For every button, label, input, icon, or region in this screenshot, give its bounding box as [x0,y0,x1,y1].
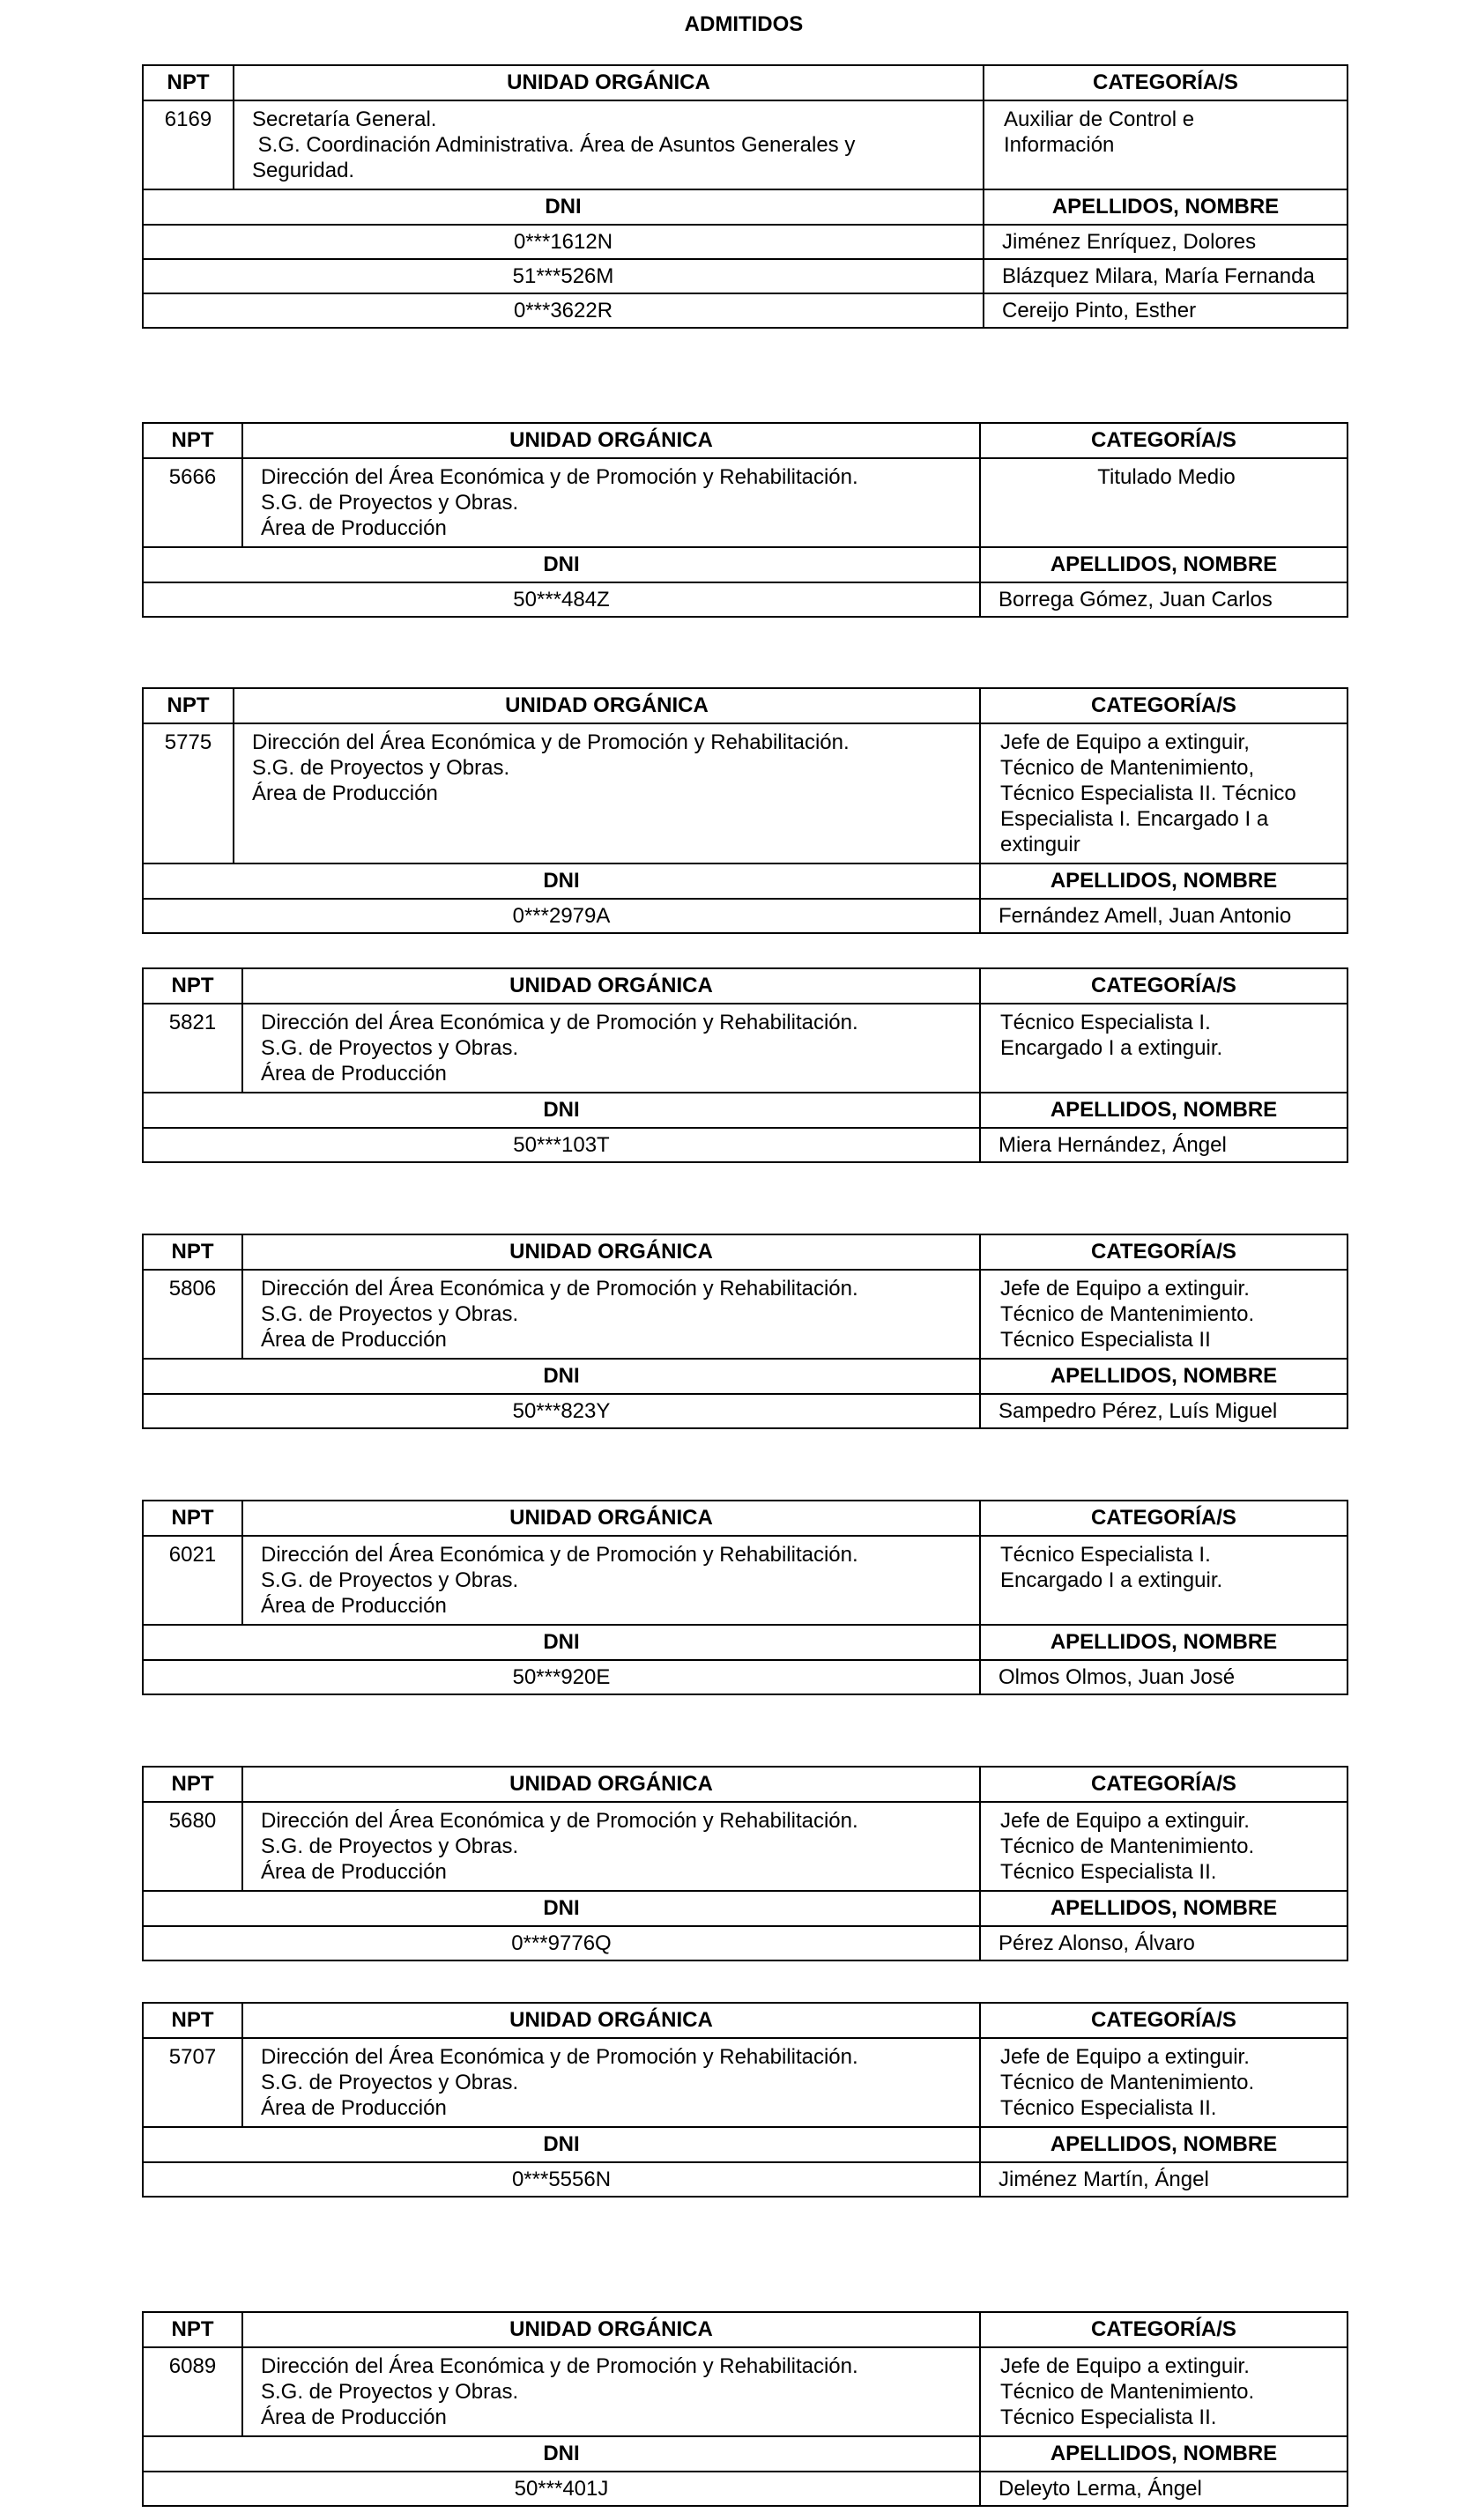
apellidos-header: APELLIDOS, NOMBRE [980,1891,1348,1926]
dni-header: DNI [143,1359,980,1394]
npt-header: NPT [143,2312,242,2347]
apellidos-header: APELLIDOS, NOMBRE [980,1625,1348,1660]
unidad-header: UNIDAD ORGÁNICA [242,2312,980,2347]
categoria-value [980,2038,1348,2127]
person-row [143,899,1348,933]
categoria-line: Encargado I a extinguir. [1000,1036,1223,1060]
dni-value: 50***484Z [143,582,980,617]
block-info-row [143,1802,1348,1891]
unidad-value [242,2038,980,2127]
block-info-row [143,2038,1348,2127]
person-row [143,1926,1348,1960]
unidad-value [242,458,980,547]
unidad-value [242,2347,980,2436]
dni-value: 50***401J [143,2472,980,2506]
person-header-row [143,1093,1348,1128]
block-header-row [143,65,1348,100]
dni-value: 50***823Y [143,1394,980,1428]
npt-header: NPT [143,1234,242,1270]
block-header-row [143,688,1348,723]
unidad-line: Seguridad. [252,159,355,182]
name-value: Jiménez Enríquez, Dolores [984,225,1348,259]
npt-header: NPT [143,423,242,458]
person-row [143,1128,1348,1162]
npt-value: 5666 [143,458,242,547]
categoria-header: CATEGORÍA/S [980,423,1348,458]
categoria-header: CATEGORÍA/S [980,1767,1348,1802]
npt-header: NPT [143,968,242,1004]
categoria-line: Técnico Especialista I. [1000,1011,1211,1034]
dni-header: DNI [143,189,984,225]
apellidos-header: APELLIDOS, NOMBRE [984,189,1348,225]
unidad-line: S.G. de Proyectos y Obras. [261,491,519,515]
person-header-row [143,547,1348,582]
categoria-line: Técnico de Mantenimiento. [1000,2071,1255,2094]
unidad-line: Dirección del Área Económica y de Promoción y Rehabilitación. [261,2045,858,2069]
unidad-line: S.G. de Proyectos y Obras. [261,1568,519,1592]
categoria-header: CATEGORÍA/S [980,688,1348,723]
block-header-row [143,1501,1348,1536]
dni-value: 0***5556N [143,2162,980,2197]
categoria-line: Encargado I a extinguir. [1000,1568,1223,1592]
categoria-line: extinguir [1000,833,1080,856]
npt-value: 6169 [143,100,234,189]
block-header-row [143,1234,1348,1270]
npt-value: 6021 [143,1536,242,1625]
admission-block [142,967,1348,1163]
unidad-line: Dirección del Área Económica y de Promoción y Rehabilitación. [261,465,858,489]
unidad-header: UNIDAD ORGÁNICA [242,1501,980,1536]
block-info-row [143,2347,1348,2436]
categoria-line: Técnico Especialista II. [1000,2405,1217,2429]
categoria-header: CATEGORÍA/S [980,1501,1348,1536]
unidad-line: Área de Producción [261,2405,447,2429]
unidad-line: Área de Producción [261,1594,447,1618]
categoria-line: Titulado Medio [1097,465,1236,489]
admission-block [142,2002,1348,2198]
categoria-header: CATEGORÍA/S [980,1234,1348,1270]
categoria-value [980,1270,1348,1359]
unidad-line: Área de Producción [261,2096,447,2120]
dni-header: DNI [143,1891,980,1926]
unidad-value [242,1270,980,1359]
categoria-line: Técnico Especialista I. [1000,1543,1211,1567]
dni-value: 50***103T [143,1128,980,1162]
person-header-row [143,1891,1348,1926]
dni-header: DNI [143,1625,980,1660]
admission-block [142,422,1348,618]
person-header-row [143,2127,1348,2162]
unidad-header: UNIDAD ORGÁNICA [234,688,980,723]
categoria-line: Jefe de Equipo a extinguir. [1000,1277,1250,1301]
person-header-row [143,863,1348,899]
categoria-line: Técnico de Mantenimiento. [1000,2380,1255,2404]
categoria-value [980,1802,1348,1891]
name-value: Miera Hernández, Ángel [980,1128,1348,1162]
unidad-line: S.G. Coordinación Administrativa. Área de Asuntos Generales y [252,133,856,157]
person-row [143,2162,1348,2197]
categoria-line: Jefe de Equipo a extinguir. [1000,2045,1250,2069]
dni-header: DNI [143,863,980,899]
npt-value: 5806 [143,1270,242,1359]
unidad-value [242,1802,980,1891]
categoria-line: Técnico Especialista II [1000,1328,1211,1352]
npt-header: NPT [143,688,234,723]
unidad-header: UNIDAD ORGÁNICA [242,2003,980,2038]
dni-header: DNI [143,2127,980,2162]
npt-header: NPT [143,2003,242,2038]
unidad-line: S.G. de Proyectos y Obras. [261,1036,519,1060]
block-info-row [143,1270,1348,1359]
admission-block [142,1766,1348,1961]
unidad-header: UNIDAD ORGÁNICA [234,65,984,100]
npt-value: 6089 [143,2347,242,2436]
dni-value: 51***526M [143,259,984,293]
dni-value: 50***920E [143,1660,980,1694]
unidad-header: UNIDAD ORGÁNICA [242,1234,980,1270]
dni-value: 0***9776Q [143,1926,980,1960]
categoria-line: Especialista I. Encargado I a [1000,807,1269,831]
person-row [143,1394,1348,1428]
unidad-line: Dirección del Área Económica y de Promoción y Rehabilitación. [261,2354,858,2378]
name-value: Sampedro Pérez, Luís Miguel [980,1394,1348,1428]
person-row [143,2472,1348,2506]
npt-value: 5707 [143,2038,242,2127]
categoria-line: Técnico Especialista II. Técnico [1000,782,1296,805]
block-info-row [143,1004,1348,1093]
categoria-line: Jefe de Equipo a extinguir, [1000,730,1250,754]
unidad-header: UNIDAD ORGÁNICA [242,1767,980,1802]
person-header-row [143,2436,1348,2472]
dni-value: 0***2979A [143,899,980,933]
apellidos-header: APELLIDOS, NOMBRE [980,547,1348,582]
unidad-value [234,100,984,189]
block-header-row [143,423,1348,458]
unidad-value [242,1004,980,1093]
block-info-row [143,1536,1348,1625]
unidad-line: Dirección del Área Económica y de Promoción y Rehabilitación. [261,1011,858,1034]
person-row [143,259,1348,293]
unidad-line: Dirección del Área Económica y de Promoción y Rehabilitación. [261,1277,858,1301]
unidad-header: UNIDAD ORGÁNICA [242,423,980,458]
unidad-line: Área de Producción [261,1062,447,1086]
admission-block [142,2311,1348,2507]
apellidos-header: APELLIDOS, NOMBRE [980,1359,1348,1394]
block-info-row [143,723,1348,863]
unidad-line: Área de Producción [261,1860,447,1884]
categoria-header: CATEGORÍA/S [980,2003,1348,2038]
categoria-line: Técnico de Mantenimiento. [1000,1834,1255,1858]
admission-block [142,64,1348,329]
categoria-value [980,723,1348,863]
person-row [143,293,1348,328]
unidad-header: UNIDAD ORGÁNICA [242,968,980,1004]
unidad-line: S.G. de Proyectos y Obras. [261,1302,519,1326]
categoria-line: Jefe de Equipo a extinguir. [1000,2354,1250,2378]
unidad-line: S.G. de Proyectos y Obras. [252,756,510,780]
person-row [143,1660,1348,1694]
dni-header: DNI [143,2436,980,2472]
npt-value: 5821 [143,1004,242,1093]
name-value: Blázquez Milara, María Fernanda [984,259,1348,293]
categoria-header: CATEGORÍA/S [980,2312,1348,2347]
block-info-row [143,458,1348,547]
categoria-header: CATEGORÍA/S [984,65,1348,100]
unidad-line: Dirección del Área Económica y de Promoción y Rehabilitación. [261,1543,858,1567]
person-row [143,582,1348,617]
page-title: ADMITIDOS [684,12,804,36]
apellidos-header: APELLIDOS, NOMBRE [980,2436,1348,2472]
categoria-line: Técnico Especialista II. [1000,2096,1217,2120]
categoria-line: Información [1004,133,1115,157]
dni-header: DNI [143,547,980,582]
person-row [143,225,1348,259]
person-header-row [143,1359,1348,1394]
block-header-row [143,2312,1348,2347]
unidad-value [234,723,980,863]
categoria-value [984,100,1348,189]
unidad-line: Secretaría General. [252,107,437,131]
block-header-row [143,1767,1348,1802]
name-value: Cereijo Pinto, Esther [984,293,1348,328]
categoria-value [980,1004,1348,1093]
block-info-row [143,100,1348,189]
name-value: Jiménez Martín, Ángel [980,2162,1348,2197]
categoria-header: CATEGORÍA/S [980,968,1348,1004]
name-value: Pérez Alonso, Álvaro [980,1926,1348,1960]
unidad-line: S.G. de Proyectos y Obras. [261,2380,519,2404]
admission-block [142,687,1348,934]
dni-value: 0***1612N [143,225,984,259]
unidad-line: Dirección del Área Económica y de Promoción y Rehabilitación. [252,730,850,754]
categoria-value [980,1536,1348,1625]
person-header-row [143,1625,1348,1660]
block-header-row [143,2003,1348,2038]
categoria-line: Técnico de Mantenimiento, [1000,756,1255,780]
admission-block [142,1500,1348,1695]
npt-header: NPT [143,65,234,100]
npt-value: 5775 [143,723,234,863]
unidad-line: S.G. de Proyectos y Obras. [261,1834,519,1858]
unidad-line: S.G. de Proyectos y Obras. [261,2071,519,2094]
name-value: Borrega Gómez, Juan Carlos [980,582,1348,617]
categoria-value [980,458,1348,547]
apellidos-header: APELLIDOS, NOMBRE [980,1093,1348,1128]
npt-value: 5680 [143,1802,242,1891]
npt-header: NPT [143,1767,242,1802]
name-value: Deleyto Lerma, Ángel [980,2472,1348,2506]
apellidos-header: APELLIDOS, NOMBRE [980,863,1348,899]
name-value: Fernández Amell, Juan Antonio [980,899,1348,933]
categoria-line: Técnico de Mantenimiento. [1000,1302,1255,1326]
dni-value: 0***3622R [143,293,984,328]
name-value: Olmos Olmos, Juan José [980,1660,1348,1694]
unidad-line: Dirección del Área Económica y de Promoción y Rehabilitación. [261,1809,858,1833]
block-header-row [143,968,1348,1004]
categoria-line: Auxiliar de Control e [1004,107,1195,131]
categoria-line: Técnico Especialista II. [1000,1860,1217,1884]
unidad-value [242,1536,980,1625]
dni-header: DNI [143,1093,980,1128]
categoria-value [980,2347,1348,2436]
npt-header: NPT [143,1501,242,1536]
categoria-line: Jefe de Equipo a extinguir. [1000,1809,1250,1833]
unidad-line: Área de Producción [252,782,438,805]
person-header-row [143,189,1348,225]
unidad-line: Área de Producción [261,516,447,540]
unidad-line: Área de Producción [261,1328,447,1352]
admission-block [142,1234,1348,1429]
apellidos-header: APELLIDOS, NOMBRE [980,2127,1348,2162]
